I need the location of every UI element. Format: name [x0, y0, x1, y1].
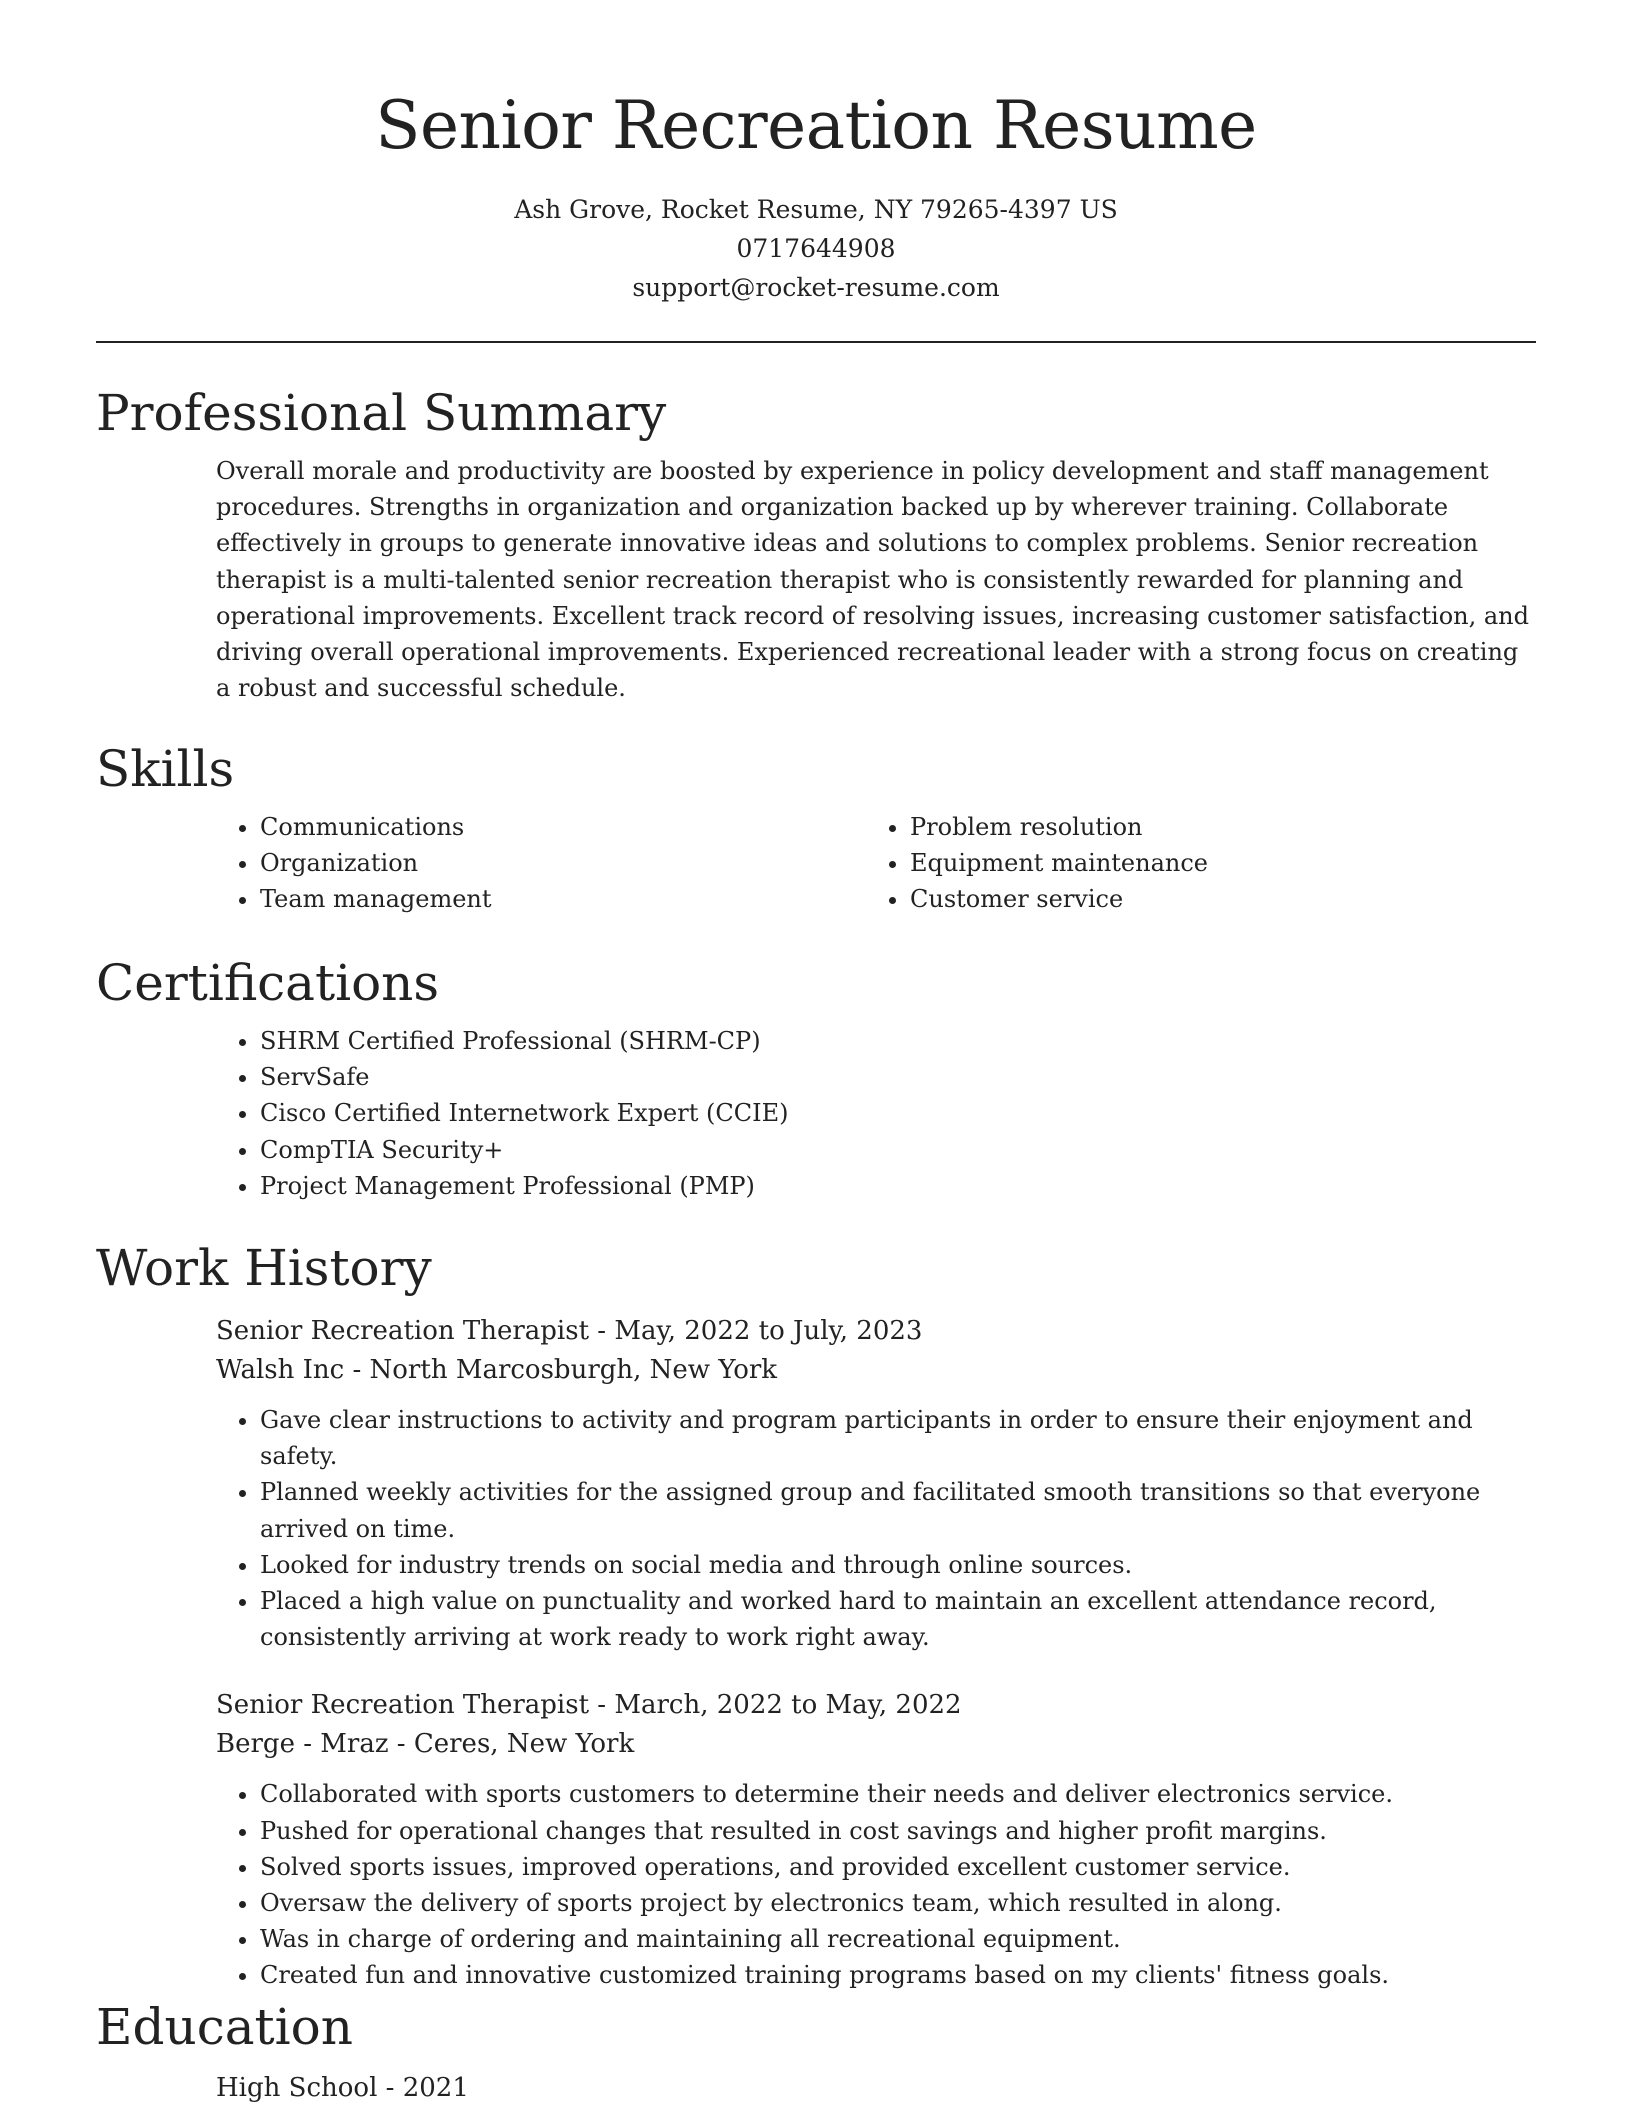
- certification-item: • Cisco Certified Internetwork Expert (CCIE): [260, 1095, 1536, 1131]
- job-duty: • Pushed for operational changes that resulted in cost savings and higher profit margins.: [260, 1813, 1536, 1849]
- job-duty: • Placed a high value on punctuality and worked hard to maintain an excellent attendance record, consistently arriving at work ready to work right away.: [260, 1583, 1536, 1655]
- certification-item: • SHRM Certified Professional (SHRM-CP): [260, 1023, 1536, 1059]
- job-duty: • Gave clear instructions to activity and program participants in order to ensure their enjoyment and safety.: [260, 1402, 1536, 1474]
- job-location: - Ceres, New York: [388, 1729, 635, 1760]
- skills-column-left: [216, 809, 866, 918]
- certifications-list: [216, 1023, 1536, 1204]
- skill-item: • Team management: [260, 881, 866, 917]
- job-duty: • Solved sports issues, improved operations, and provided excellent customer service.: [260, 1849, 1536, 1885]
- job-company: Berge - Mraz: [216, 1729, 389, 1760]
- job-location: - North Marcosburgh, New York: [344, 1355, 778, 1385]
- education-entry: [216, 2069, 1536, 2108]
- certifications-heading: Certifications: [96, 954, 440, 1012]
- summary-section: [96, 381, 1536, 706]
- job-duty: • Planned weekly activities for the assigned group and facilitated smooth transitions so that everyone arrived on time.: [260, 1474, 1536, 1546]
- job-company-line: [216, 1725, 1536, 1764]
- job-title-line: [216, 1686, 1536, 1725]
- education-year: - 2021: [377, 2073, 469, 2103]
- job-title-line: [216, 1312, 1536, 1351]
- summary-heading: Professional Summary: [96, 384, 667, 442]
- skill-item: • Customer service: [910, 881, 1516, 917]
- resume-header: [0, 0, 1632, 307]
- work-history-section: [96, 1236, 1536, 1994]
- skills-section: [96, 737, 1536, 918]
- education-degree: High School: [216, 2073, 378, 2103]
- summary-text: Overall morale and productivity are boosted by experience in policy development and staff management procedures. Strengths in organization and organization backed up by wherever training. Collaborate effectively in groups to generate innovative ideas and solutions to complex problems. Senior recreation therapist is a multi-talented senior recreation therapist who is consistently rewarded for planning and operational improvements. Excellent track record of resolving issues, increasing customer satisfaction, and driving overall operational improvements. Experienced recreational leader with a strong focus on creating a robust and successful schedule.: [216, 457, 1529, 703]
- job-dates: - May, 2022 to July, 2023: [589, 1316, 923, 1346]
- skills-column-right: [866, 809, 1516, 918]
- resume-title: Senior Recreation Resume: [375, 87, 1257, 164]
- skills-list: [216, 809, 1536, 918]
- job-entry: [216, 1312, 1536, 1655]
- job-title: Senior Recreation Therapist: [216, 1316, 590, 1346]
- contact-phone: 0717644908: [736, 234, 896, 263]
- work-history-heading: Work History: [96, 1239, 432, 1297]
- job-dates: - March, 2022 to May, 2022: [589, 1690, 962, 1721]
- skill-item: • Communications: [260, 809, 866, 845]
- skills-heading: Skills: [96, 740, 235, 798]
- header-divider: [96, 341, 1536, 343]
- skill-item: • Organization: [260, 845, 866, 881]
- job-title: Senior Recreation Therapist: [216, 1690, 590, 1721]
- job-duties-list: [216, 1776, 1536, 1993]
- education-heading: Education: [96, 1998, 353, 2056]
- job-duty: • Oversaw the delivery of sports project by electronics team, which resulted in along.: [260, 1885, 1536, 1921]
- job-duty: • Created fun and innovative customized training programs based on my clients' fitness goals.: [260, 1957, 1536, 1993]
- education-section: [96, 1995, 1536, 2108]
- certification-item: • ServSafe: [260, 1059, 1536, 1095]
- job-company-line: [216, 1351, 1536, 1390]
- skill-item: • Equipment maintenance: [910, 845, 1516, 881]
- job-entry: [216, 1686, 1536, 1993]
- job-company: Walsh Inc: [216, 1355, 345, 1385]
- skill-item: • Problem resolution: [910, 809, 1516, 845]
- job-duties-list: [216, 1402, 1536, 1655]
- contact-email: support@rocket-resume.com: [632, 273, 1000, 302]
- certifications-section: [96, 951, 1536, 1204]
- contact-address: Ash Grove, Rocket Resume, NY 79265-4397 US: [514, 195, 1118, 224]
- certification-item: • Project Management Professional (PMP): [260, 1168, 1536, 1204]
- contact-info: [0, 190, 1632, 307]
- job-duty: • Was in charge of ordering and maintaining all recreational equipment.: [260, 1921, 1536, 1957]
- job-duty: • Looked for industry trends on social media and through online sources.: [260, 1547, 1536, 1583]
- certification-item: • CompTIA Security+: [260, 1132, 1536, 1168]
- job-duty: • Collaborated with sports customers to determine their needs and deliver electronics service.: [260, 1776, 1536, 1812]
